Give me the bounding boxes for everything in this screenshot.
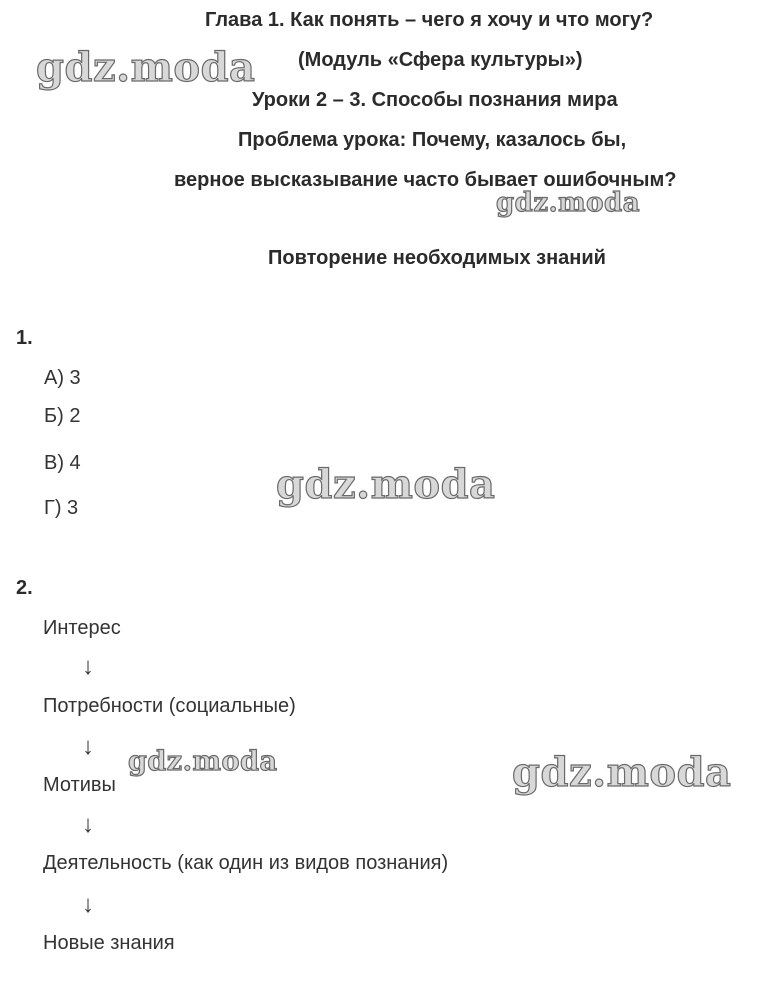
answer-v: В) 4 — [44, 452, 81, 474]
watermark-logo: gdz.moda — [36, 44, 256, 91]
task-1-number: 1. — [16, 327, 33, 349]
answer-g: Г) 3 — [44, 497, 79, 519]
chapter-title: Глава 1. Как понять – чего я хочу и что могу? — [205, 9, 654, 31]
step-new-knowledge: Новые знания — [43, 932, 175, 954]
section-title: Повторение необходимых знаний — [268, 247, 606, 269]
task-2-number: 2. — [16, 577, 33, 599]
watermark-logo: gdz.moda — [496, 188, 641, 218]
down-arrow-icon: ↓ — [82, 733, 94, 760]
watermark-logo: gdz.moda — [128, 746, 278, 777]
answer-b: Б) 2 — [44, 405, 81, 427]
problem-line-2: верное высказывание часто бывает ошибочным? — [174, 169, 677, 191]
answer-a: А) 3 — [44, 367, 81, 389]
watermark-logo: gdz.moda — [276, 461, 496, 508]
step-activity: Деятельность (как один из видов познания) — [43, 852, 449, 874]
module-subtitle: (Модуль «Сфера культуры») — [298, 49, 583, 71]
down-arrow-icon: ↓ — [82, 811, 94, 838]
step-motives: Мотивы — [43, 774, 116, 796]
watermark-logo: gdz.moda — [512, 749, 732, 796]
down-arrow-icon: ↓ — [82, 653, 94, 680]
step-needs: Потребности (социальные) — [43, 695, 296, 717]
problem-line-1: Проблема урока: Почему, казалось бы, — [238, 129, 627, 151]
down-arrow-icon: ↓ — [82, 891, 94, 918]
step-interest: Интерес — [43, 617, 121, 639]
lessons-title: Уроки 2 – 3. Способы познания мира — [252, 89, 618, 111]
